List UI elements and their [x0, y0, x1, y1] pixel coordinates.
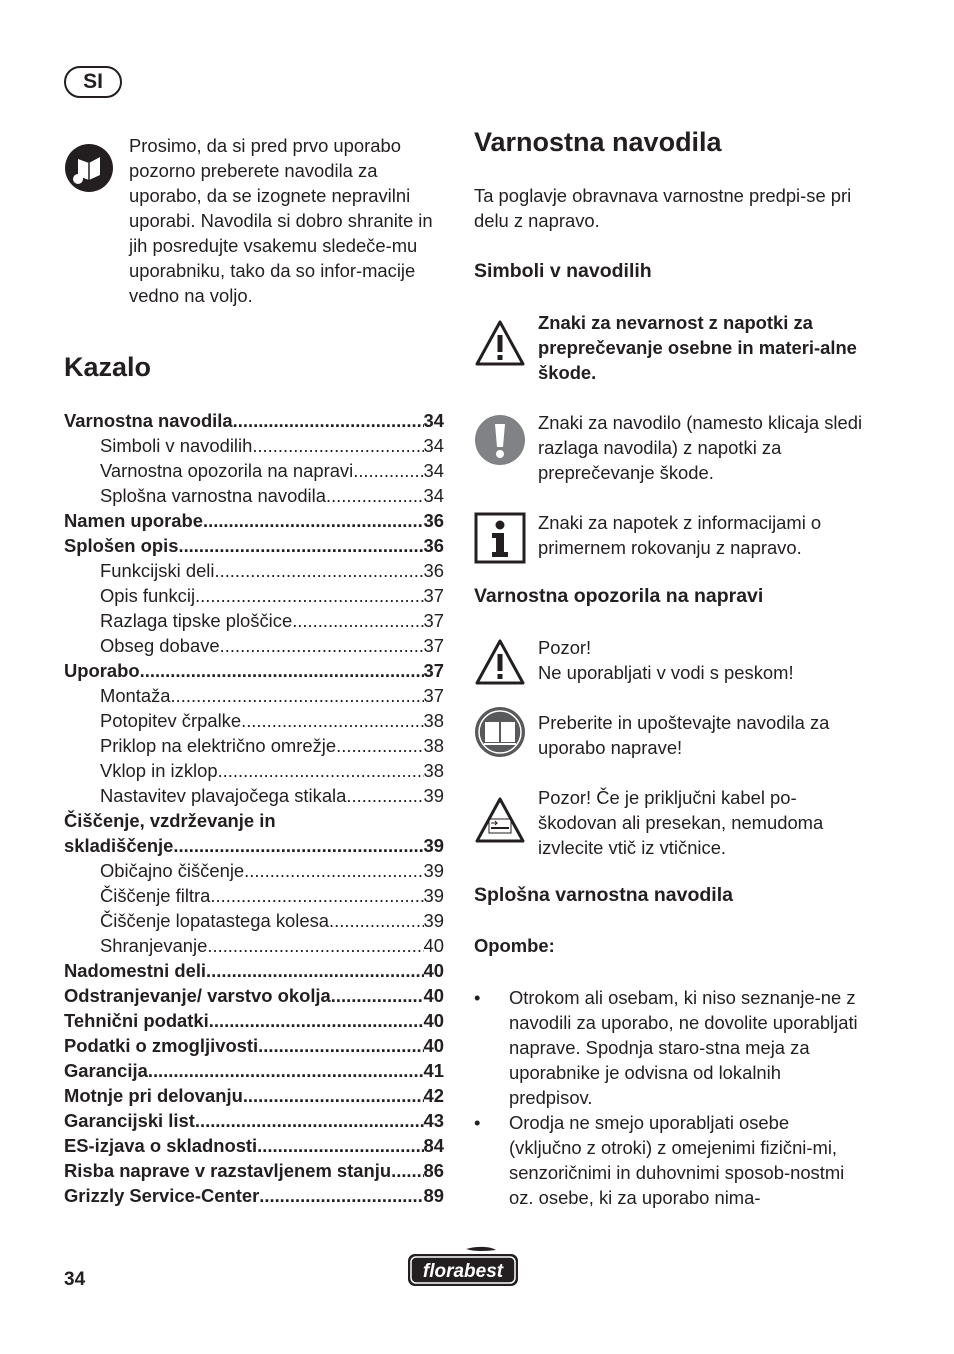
toc-entry [64, 608, 444, 633]
toc-entry-page: 84 [423, 1135, 444, 1156]
toc-entry-page: 39 [423, 835, 444, 856]
florabest-logo [406, 1246, 520, 1288]
symbol-info-text: Znaki za napotek z informacijami o primernem rokovanju z napravo. [538, 512, 822, 558]
toc-entry-title: Običajno čiščenje [100, 860, 245, 881]
toc-entry-title: Shranjevanje [100, 935, 208, 956]
toc-leader-dots [391, 1158, 423, 1183]
safety-bullet-item [474, 1110, 864, 1210]
safety-bullet-list [474, 985, 864, 1210]
heading-symbols: Simboli v navodilih [474, 260, 652, 282]
toc-leader-dots [241, 708, 423, 733]
bullet-marker: • [474, 987, 481, 1008]
toc-entry-title: Čiščenje, vzdrževanje in [64, 810, 276, 831]
toc-leader-dots [195, 1108, 424, 1133]
toc-entry-title: Odstranjevanje/ varstvo okolja [64, 985, 331, 1006]
heading-general-safety: Splošna varnostna navodila [474, 884, 733, 906]
toc-leader-dots [207, 933, 423, 958]
toc-entry-title: Priklop na električno omrežje [100, 735, 337, 756]
section-intro: Ta poglavje obravnava varnostne predpi-se pri delu z napravo. [474, 185, 852, 231]
toc-entry-page: 40 [423, 985, 444, 1006]
device-sand-line2: Ne uporabljati v vodi s peskom! [538, 662, 794, 683]
toc-entry-title: Čiščenje filtra [100, 885, 211, 906]
toc-entry [64, 1033, 444, 1058]
toc-entry-page: 42 [423, 1085, 444, 1106]
svg-text:florabest: florabest [422, 1261, 504, 1282]
toc-entry-title: Splošen opis [64, 535, 179, 556]
toc-entry [64, 908, 444, 933]
toc-entry-title: Risba naprave v razstavljenem stanju [64, 1160, 392, 1181]
toc-entry-page: 38 [423, 735, 444, 756]
toc-entry [64, 708, 444, 733]
toc-entry-page: 86 [423, 1160, 444, 1181]
toc-entry-page: 39 [423, 885, 444, 906]
device-manual-text: Preberite in upoštevajte navodila za uporabo naprave! [538, 712, 830, 758]
toc-entry [64, 1058, 444, 1083]
toc-entry [64, 1108, 444, 1133]
toc-leader-dots [209, 1008, 424, 1033]
toc-entry-page: 36 [423, 535, 444, 556]
symbol-danger-text: Znaki za nevarnost z napotki za preprečevanje osebne in materi-alne škode. [538, 312, 857, 383]
toc-entry-title: Grizzly Service-Center [64, 1185, 260, 1206]
toc-leader-dots [210, 883, 423, 908]
safety-bullet-text: Otrokom ali osebam, ki niso seznanje-ne z navodili za uporabo, ne dovolite uporabljati naprave. Spodnja staro-stna meja za uporabnike je odvisna od lokalnih predpisov. [509, 987, 858, 1108]
toc-entry-title: Čiščenje lopatastega kolesa [100, 910, 330, 931]
safety-bullet-text: Orodja ne smejo uporabljati osebe (vključno z otroki) z omejenimi fizični-mi, senzoričnimi in duhovnimi sposob-nostmi oz. osebe, ki za uporabo nima- [509, 1112, 845, 1208]
toc-entry-page: 34 [423, 435, 444, 456]
toc-entry [64, 683, 444, 708]
toc-leader-dots [243, 1083, 424, 1108]
toc-leader-dots [220, 633, 424, 658]
toc-entry [64, 808, 444, 833]
toc-entry [64, 558, 444, 583]
toc-entry-page: 36 [423, 560, 444, 581]
toc-title: Kazalo [64, 352, 152, 382]
device-cable-text: Pozor! Če je priključni kabel po-škodovan ali presekan, nemudoma izvlecite vtič iz vtičnice. [538, 787, 824, 858]
toc-entry-title: Montaža [100, 685, 171, 706]
toc-entry [64, 1133, 444, 1158]
toc-entry-page: 34 [423, 485, 444, 506]
toc-entry [64, 933, 444, 958]
toc-entry-page: 40 [423, 960, 444, 981]
page-number: 34 [64, 1269, 86, 1290]
toc-entry [64, 633, 444, 658]
toc-leader-dots [336, 733, 423, 758]
toc-entry-page: 34 [423, 410, 444, 431]
safety-bullet-item [474, 985, 864, 1110]
toc-entry-title: Simboli v navodilih [100, 435, 253, 456]
toc-entry [64, 833, 444, 858]
toc-entry [64, 1158, 444, 1183]
toc-entry [64, 483, 444, 508]
toc-leader-dots [171, 683, 424, 708]
toc-leader-dots [178, 533, 423, 558]
toc-leader-dots [203, 508, 424, 533]
toc-entry-title: Varnostna navodila [64, 410, 233, 431]
language-badge: SI [64, 66, 122, 98]
toc-entry [64, 733, 444, 758]
read-manual-icon [64, 143, 114, 193]
warning-triangle-icon [474, 637, 526, 689]
toc-entry-page: 37 [423, 660, 444, 681]
toc-entry [64, 858, 444, 883]
toc-entry-page: 38 [423, 760, 444, 781]
toc-entry-page: 36 [423, 510, 444, 531]
toc-leader-dots [206, 958, 423, 983]
exclamation-circle-icon [474, 414, 526, 466]
toc-leader-dots [331, 983, 424, 1008]
toc-leader-dots [233, 408, 424, 433]
toc-entry-title: skladiščenje [64, 835, 174, 856]
toc-leader-dots [292, 608, 423, 633]
section-title: Varnostna navodila [474, 127, 722, 157]
toc-entry [64, 1183, 444, 1208]
toc-entry [64, 458, 444, 483]
toc-entry-title: Namen uporabe [64, 510, 203, 531]
toc-entry-title: Splošna varnostna navodila [100, 485, 326, 506]
toc-entry-page: 37 [423, 685, 444, 706]
toc-entry-page: 39 [423, 860, 444, 881]
toc-entry-page: 37 [423, 610, 444, 631]
toc-entry-page: 37 [423, 585, 444, 606]
toc-leader-dots [258, 1033, 423, 1058]
intro-text: Prosimo, da si pred prvo uporabo pozorno preberete navodila za uporabo, da se izognete nepravilni uporabi. Navodila si dobro shranite in jih posredujte vsakemu sledeče-mu uporabniku, tako da so infor-macije vedno na voljo. [129, 135, 433, 306]
notes-label: Opombe: [474, 935, 555, 956]
toc-entry-title: Uporabo [64, 660, 140, 681]
toc-entry-title: Nastavitev plavajočega stikala [100, 785, 347, 806]
info-icon [474, 512, 526, 564]
toc-entry-title: Garancijski list [64, 1110, 195, 1131]
toc-entry-page: 37 [423, 635, 444, 656]
toc-leader-dots [173, 833, 423, 858]
toc-entry-page: 39 [423, 785, 444, 806]
warning-triangle-icon [474, 318, 526, 370]
toc-entry-title: Potopitev črpalke [100, 710, 242, 731]
toc-entry [64, 658, 444, 683]
toc-entry-title: Vklop in izklop [100, 760, 218, 781]
toc-leader-dots [257, 1133, 423, 1158]
toc-leader-dots [326, 483, 424, 508]
toc-leader-dots [218, 758, 424, 783]
toc-entry-page: 34 [423, 460, 444, 481]
toc-entry [64, 983, 444, 1008]
toc-entry-page: 89 [423, 1185, 444, 1206]
toc-leader-dots [148, 1058, 424, 1083]
toc-entry [64, 883, 444, 908]
toc-entry [64, 433, 444, 458]
device-sand-text [538, 635, 868, 685]
toc-entry [64, 783, 444, 808]
bullet-marker: • [474, 1112, 481, 1133]
toc-leader-dots [252, 433, 423, 458]
toc-entry [64, 1083, 444, 1108]
toc-entry-title: Garancija [64, 1060, 148, 1081]
toc-entry-page: 39 [423, 910, 444, 931]
toc-entry [64, 958, 444, 983]
toc-leader-dots [195, 583, 423, 608]
toc-entry-page: 40 [423, 1010, 444, 1031]
toc-entry-title: Varnostna opozorila na napravi [100, 460, 354, 481]
device-sand-line1: Pozor! [538, 637, 592, 658]
table-of-contents [64, 408, 444, 1208]
toc-entry-title: ES-izjava o skladnosti [64, 1135, 258, 1156]
toc-entry [64, 758, 444, 783]
toc-entry-page: 38 [423, 710, 444, 731]
toc-entry [64, 1008, 444, 1033]
toc-entry-page: 40 [423, 935, 444, 956]
toc-leader-dots [214, 558, 423, 583]
book-manual-icon [474, 706, 526, 758]
toc-entry-title: Funkcijski deli [100, 560, 215, 581]
toc-entry-title: Podatki o zmogljivosti [64, 1035, 259, 1056]
toc-entry-page: 41 [423, 1060, 444, 1081]
toc-entry-title: Obseg dobave [100, 635, 220, 656]
toc-entry-title: Tehnični podatki [64, 1010, 209, 1031]
toc-leader-dots [329, 908, 424, 933]
toc-leader-dots [259, 1183, 423, 1208]
toc-entry [64, 408, 444, 433]
toc-leader-dots [140, 658, 424, 683]
toc-entry-page: 43 [423, 1110, 444, 1131]
toc-entry [64, 508, 444, 533]
toc-entry-title: Nadomestni deli [64, 960, 207, 981]
heading-device-warnings: Varnostna opozorila na napravi [474, 585, 764, 607]
toc-entry-title: Razlaga tipske ploščice [100, 610, 293, 631]
symbol-instruction-text: Znaki za navodilo (namesto klicaja sledi razlaga navodila) z napotki za preprečevanje škode. [538, 412, 863, 483]
toc-leader-dots [346, 783, 423, 808]
toc-entry-page: 40 [423, 1035, 444, 1056]
cable-unplug-warning-icon [474, 795, 526, 847]
toc-entry-title: Motnje pri delovanju [64, 1085, 243, 1106]
toc-leader-dots [353, 458, 423, 483]
toc-entry [64, 533, 444, 558]
toc-leader-dots [244, 858, 423, 883]
toc-entry [64, 583, 444, 608]
toc-entry-title: Opis funkcij [100, 585, 196, 606]
